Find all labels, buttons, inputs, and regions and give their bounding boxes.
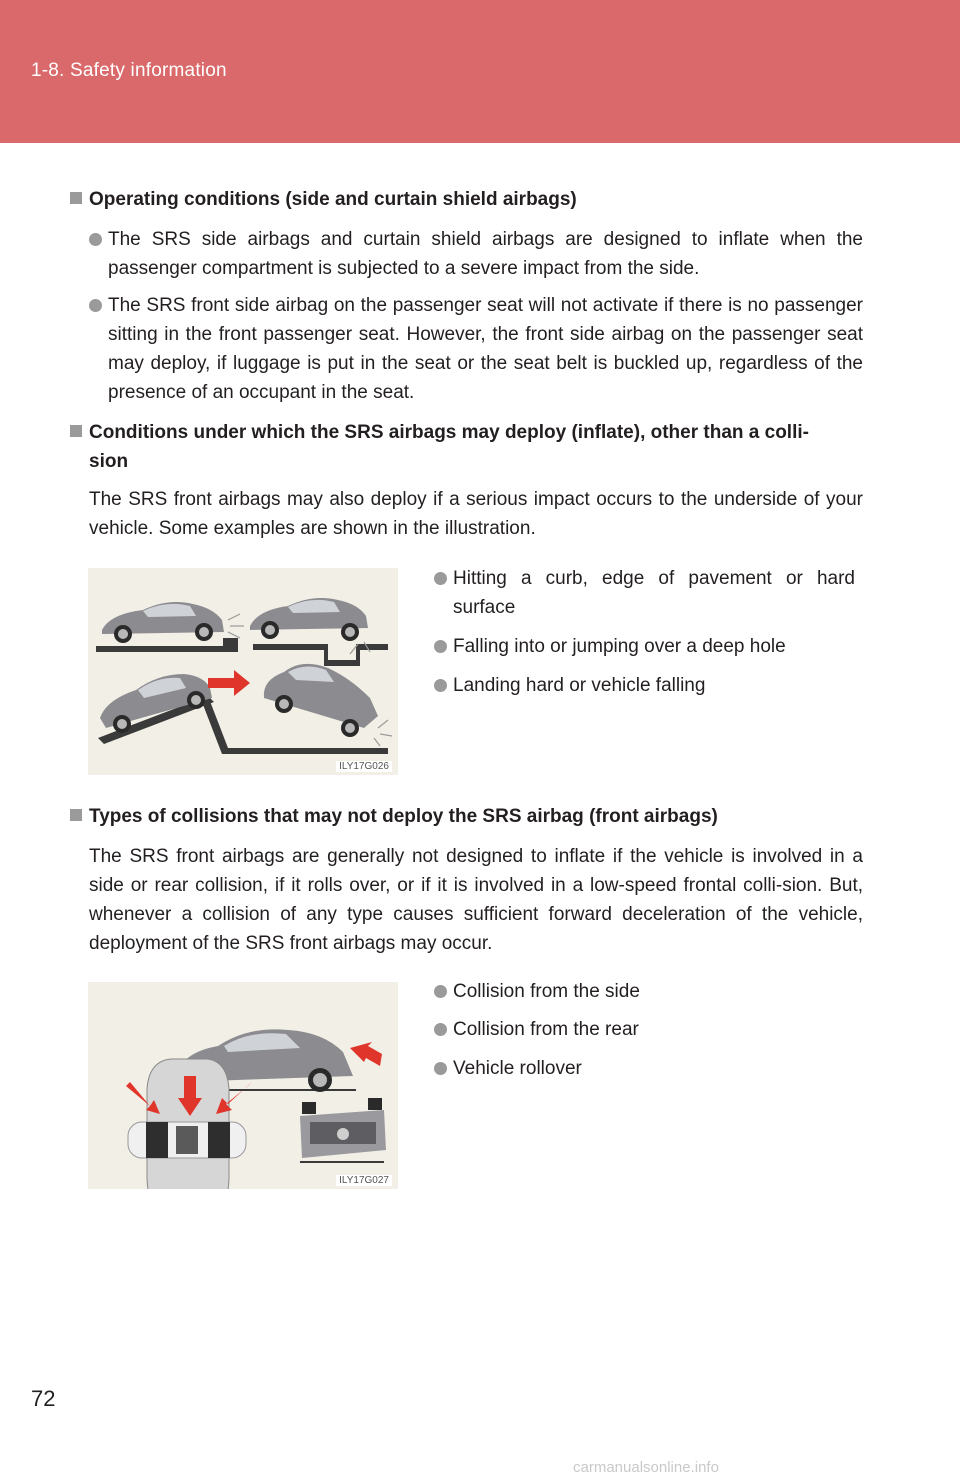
square-bullet-icon (70, 192, 82, 204)
list-item: Falling into or jumping over a deep hole (434, 632, 855, 661)
footer-watermark: carmanualsonline.info (573, 1459, 719, 1476)
round-bullet-icon (434, 1062, 447, 1075)
round-bullet-icon (434, 985, 447, 998)
heading-operating-conditions: Operating conditions (side and curtain shield airbags) (70, 185, 865, 214)
list-item: Hitting a curb, edge of pavement or hard surface (434, 564, 855, 622)
list-item: The SRS side airbags and curtain shield airbags are designed to inflate when the passenger compartment is subjected to a severe impact from the side. (89, 225, 863, 283)
list-item: Collision from the rear (434, 1015, 855, 1044)
illustration-non-deploy-collisions (88, 982, 398, 1189)
list-item: The SRS front side airbag on the passenger seat will not activate if there is no passenger sitting in the front passenger seat. However, the front side airbag on the passenger seat may deploy, if luggage is put in the seat or the seat belt is buckled up, regardless of the presence of an occupant in the seat. (89, 291, 863, 407)
underside-impact-drawing (88, 568, 398, 775)
page-number: 72 (31, 1386, 56, 1411)
list-item: Landing hard or vehicle falling (434, 671, 855, 700)
heading-deploy-conditions: Conditions under which the SRS airbags may deploy (inflate), other than a colli- sion (70, 418, 865, 476)
round-bullet-icon (89, 299, 102, 312)
section-header-bar (0, 0, 960, 143)
figure-code: ILY17G026 (336, 761, 392, 772)
section-title: 1-8. Safety information (31, 60, 227, 81)
round-bullet-icon (89, 233, 102, 246)
illustration-underside-impacts (88, 568, 398, 775)
list-item: Vehicle rollover (434, 1054, 855, 1083)
figure-code: ILY17G027 (336, 1175, 392, 1186)
paragraph-no-deploy: The SRS front airbags are generally not designed to inflate if the vehicle is involved in a side or rear collision, if it rolls over, or if it is involved in a low-speed frontal colli-sion. But, whenever a collision of any type causes sufficient forward deceleration of the vehicle, deployment of the SRS front airbags may occur. (89, 846, 863, 954)
round-bullet-icon (434, 679, 447, 692)
non-deploy-collision-drawing (88, 982, 398, 1189)
round-bullet-icon (434, 572, 447, 585)
round-bullet-icon (434, 640, 447, 653)
square-bullet-icon (70, 809, 82, 821)
paragraph-deploy: The SRS front airbags may also deploy if a serious impact occurs to the underside of your vehicle. Some examples are shown in the illustration. (89, 489, 863, 539)
square-bullet-icon (70, 425, 82, 437)
heading-no-deploy: Types of collisions that may not deploy the SRS airbag (front airbags) (70, 802, 865, 831)
list-item: Collision from the side (434, 977, 855, 1006)
round-bullet-icon (434, 1023, 447, 1036)
